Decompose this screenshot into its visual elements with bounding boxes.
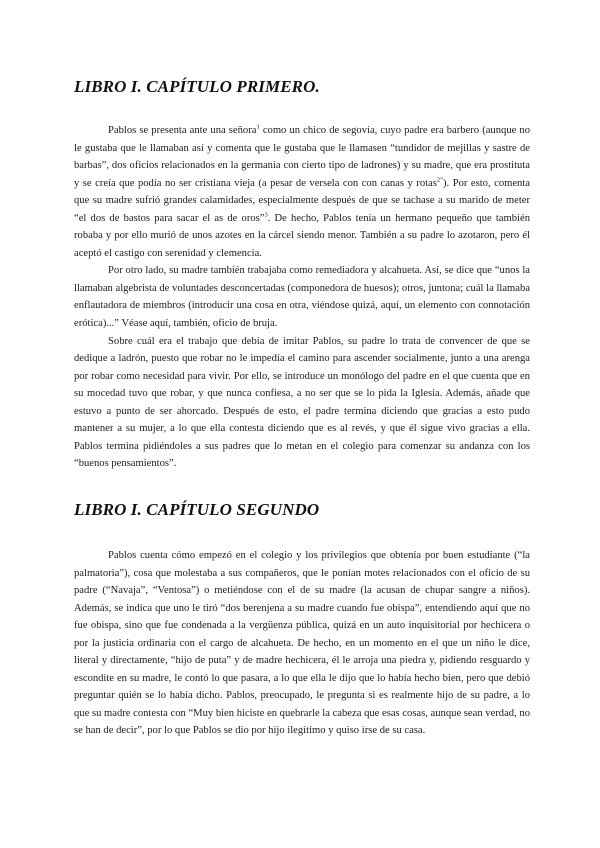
chapter-2-paragraph-1: Pablos cuenta cómo empezó en el colegio y los privilegios que obtenía por buen estudiante (“la palmatoria”), cosa que molestaba a sus compañeros, que le ponían motes relacionados con el oficio de su padre (“Navaja”, “Ventosa”) o metiéndose con el de su madre (la acusan de chupar sangre a niños). Además, se indica que uno le tiró “dos berenjena a su madre cuando fue obispa”, entendiendo aquí que no fue obispa, sino que fue condenada a la vergüenza pública, quizá en un auto inquisitorial por hechicera o por la justicia ordinaria con el cargo de alcahueta. De hecho, en un momento en el que un niño le dice, literal y directamente, “hijo de puta” y de madre hechicera, él le arroja una piedra y, pidiendo resguardo y escondite en su madre, le contó lo que pasara, a lo que ella le dijo que lo había hecho bien, pero que debió preguntar quién se lo había dicho. Pablos, preocupado, le pregunta si es realmente hijo de su padre, a lo que su madre contesta con “Muy bien hiciste en quebrarle la cabeza que esas cosas, aunque sean verdad, no se han de decir”, por lo que Pablos se dio por hijo ilegítimo y quiso irse de su casa.	[74, 550, 530, 737]
paragraph-text: como un chico de segovia, cuyo padre era barbero (aunque no le gustaba que le llamaban así y comenta que le gustaba que le llamasen “tundidor de mejillas y sastre de barbas”, dos oficios relacionados en la germanía con cierto tipo de ladrones) y su madre, que era prostituta y se creía que podía no ser cristiana vieja (a pesar de versela con con canas y rotas	[74, 125, 531, 189]
chapter-1-heading: LIBRO I. CAPÍTULO PRIMERO.	[74, 77, 320, 96]
chapter-1-paragraph-1	[74, 122, 530, 262]
footnote-marker-3[interactable]: 3	[264, 211, 268, 219]
chapter-1-paragraph-3: Sobre cuál era el trabajo que debía de imitar Pablos, su padre lo trata de convencer de que se dedique a ladrón, puesto que robar no le impedía el camino para ascender socialmente, junto a una arenga por robar como necesidad para vivir. Por ello, se introduce un monólogo del padre en el que cuenta que en su mocedad tuvo que robar, y que nunca confiesa, a no ser que se lo pida la Iglesia. Además, añade que estuvo a punto de ser ahorcado. Después de esto, el padre termina diciendo que gracias a esto pudo mantener a su mujer, a lo que ella contesta diciendo que es al revés, y que él sigue vivo gracias a ella. Pablos termina pidiéndoles a sus padres que lo metan en el colegio para comenzar su andanza con los “buenos pensamientos”.	[74, 335, 530, 470]
chapter-1-paragraph-2: Por otro lado, su madre también trabajaba como remediadora y alcahueta. Así, se dice que “unos la llamaban algebrista de voluntades desconcertadas (componedora de huesos); otros, juntona; cuál la llamaba enflautadora de miembros (introducir una cosa en otra, viéndose quizá, aquí, un elemento con connotación erótica)...” Véase aquí, también, oficio de bruja.	[74, 265, 530, 330]
footnote-marker-1[interactable]: 1	[256, 123, 260, 131]
paragraph-text: Pablos se presenta ante una señora	[108, 125, 257, 136]
paragraph-text: ). Por esto, comenta que su madre sufrió grandes calamidades, especialmente después de que se tachase a su marido de meter “el dos de bastos para sacar el as de oros”	[74, 177, 530, 224]
chapter-2-heading: LIBRO I. CAPÍTULO SEGUNDO	[74, 500, 320, 519]
chapter-2-body	[74, 547, 530, 740]
footnote-marker-2[interactable]: 2”	[436, 176, 444, 184]
chapter-1-body	[74, 122, 530, 473]
paragraph-text: . De hecho, Pablos tenía un hermano pequeño que también robaba y por ello murió de unos azotes en la cárcel siendo menor. También a su padre lo azotaron, pero él aceptó el castigo con serenidad y clemencia.	[74, 212, 530, 259]
